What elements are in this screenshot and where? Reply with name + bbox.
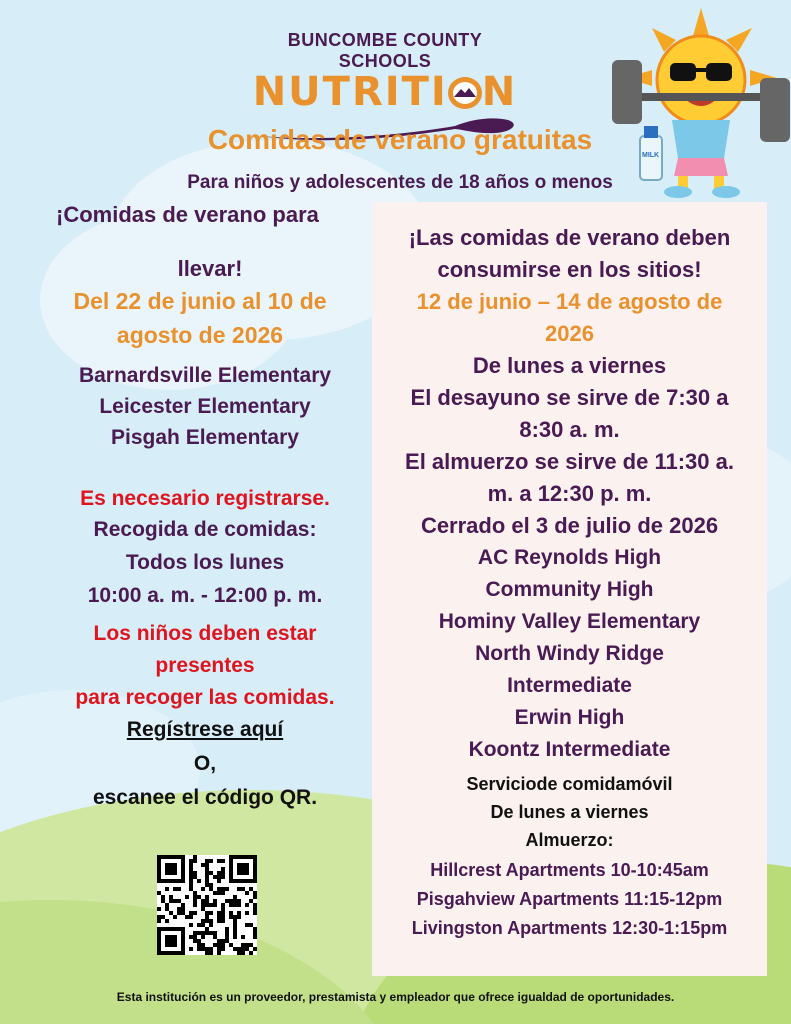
presence-line2: presentes [155,654,255,677]
right-site-item: Erwin High [514,706,625,729]
right-days: De lunes a viernes [472,353,667,378]
right-heading-line2: consumirse en los sitios! [437,257,702,282]
left-dates-line1: Del 22 de junio al 10 de [73,288,327,314]
right-dates-line2: 2026 [545,321,594,346]
left-site-item: Pisgah Elementary [111,426,299,449]
right-site-item: Hominy Valley Elementary [438,610,701,633]
left-heading-line1: ¡Comidas de verano para [56,202,319,227]
mobile-service-days: De lunes a viernes [490,802,649,822]
registration-required: Es necesario registrarse. [80,487,330,510]
pickup-label: Recogida de comidas: [93,518,317,541]
left-heading-line2: llevar! [177,256,243,281]
right-heading-line1: ¡Las comidas de verano deben [408,225,731,250]
mobile-service-label: Serviciode comidamóvil [466,774,673,794]
page-title: Comidas de verano gratuitas [207,124,593,155]
logo-wordmark: NUTRITI N [252,69,518,115]
equal-opportunity-footer: Esta institución es un proveedor, prestamista y empleador que ofrece igualdad de oportunidades. [116,990,675,1004]
mobile-stops-list [372,856,767,943]
right-site-item: AC Reynolds High [477,546,662,569]
left-site-item: Leicester Elementary [99,395,311,418]
pickup-day: Todos los lunes [125,551,285,574]
right-site-item: Intermediate [507,674,632,697]
mountain-o-icon [448,77,482,109]
right-dates-line1: 12 de junio – 14 de agosto de [416,289,723,314]
lunch-line1: El almuerzo se sirve de 11:30 a. [405,449,734,474]
mobile-stop-item: Livingston Apartments 12:30-1:15pm [411,918,728,938]
mobile-service-lunch: Almuerzo: [525,830,614,850]
mobile-stop-item: Hillcrest Apartments 10-10:45am [430,860,709,880]
sun-mascot-illustration [612,8,790,198]
right-site-item: Community High [485,578,654,601]
pickup-time: 10:00 a. m. - 12:00 p. m. [87,584,323,607]
left-sites-list [40,360,370,453]
mobile-service-block [372,770,767,854]
presence-line1: Los niños deben estar [93,622,317,645]
lunch-line2: m. a 12:30 p. m. [487,481,652,506]
right-panel-content [372,222,767,766]
right-site-item: North Windy Ridge [475,642,664,665]
or-text: O, [193,752,217,775]
page-subtitle: Para niños y adolescentes de 18 años o menos [187,172,613,193]
breakfast-line2: 8:30 a. m. [519,417,620,442]
right-site-item: Koontz Intermediate [468,738,671,761]
qr-code[interactable] [157,855,257,955]
presence-line3: para recoger las comidas. [75,686,335,709]
left-site-item: Barnardsville Elementary [78,364,332,387]
mobile-stop-item: Pisgahview Apartments 11:15-12pm [416,889,723,909]
breakfast-line1: El desayuno se sirve de 7:30 a [410,385,729,410]
milk-bottle-label: MILK [642,152,660,159]
scan-qr-text: escanee el código QR. [92,786,318,809]
left-dates-line2: agosto de 2026 [116,322,284,348]
register-here-link[interactable]: Regístrese aquí [126,718,284,741]
closed-date: Cerrado el 3 de julio de 2026 [420,513,719,538]
logo-org-name: BUNCOMBE COUNTY SCHOOLS [287,30,483,71]
